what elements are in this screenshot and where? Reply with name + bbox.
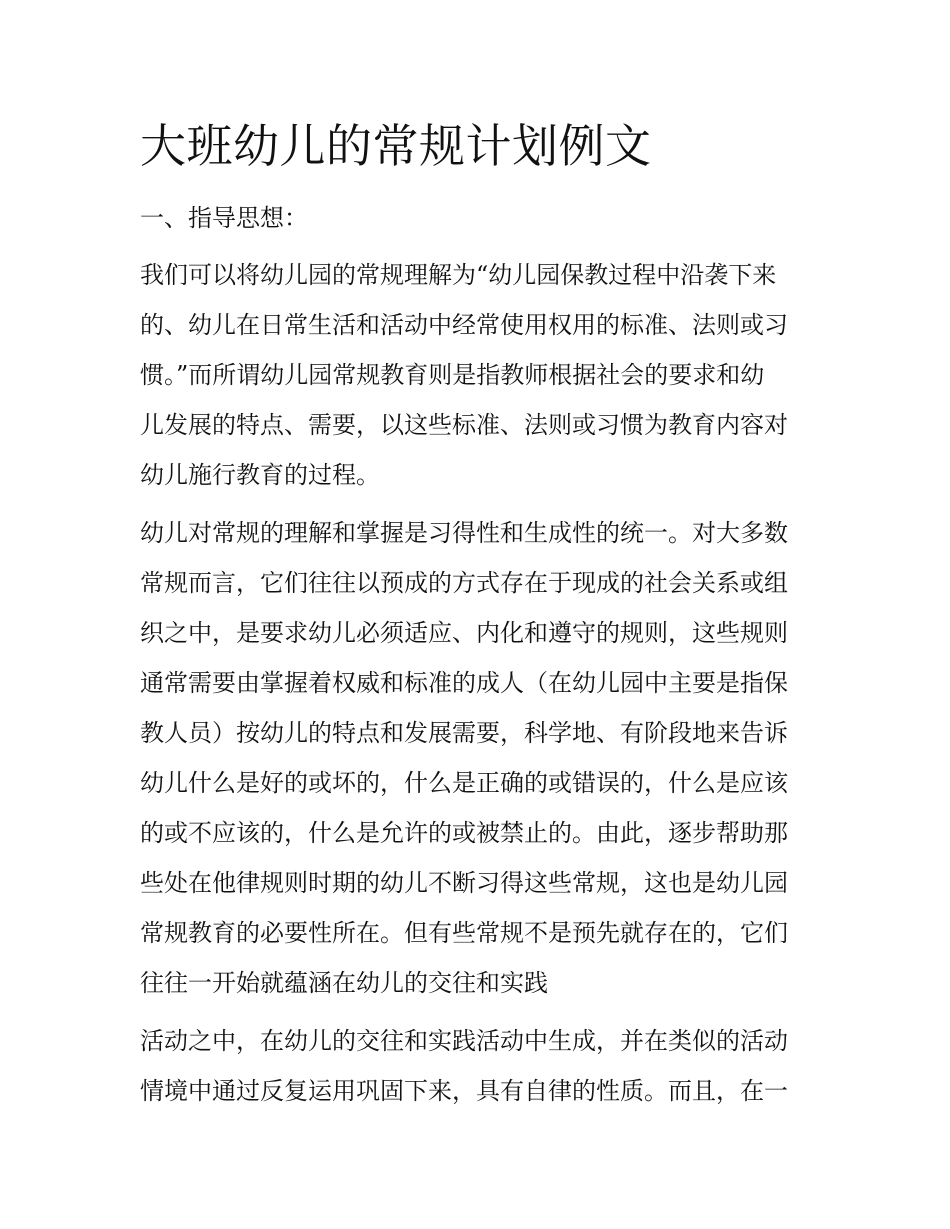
document-title: 大班幼儿的常规计划例文 xyxy=(140,119,652,173)
paragraph-line: 的或不应该的，什么是允许的或被禁止的。由此，逐步帮助那 xyxy=(140,819,788,847)
paragraph-line: 情境中通过反复运用巩固下来，具有自律的性质。而且，在一 xyxy=(140,1077,788,1105)
paragraph-line: 些处在他律规则时期的幼儿不断习得这些常规，这也是幼儿园 xyxy=(140,869,788,897)
paragraph-line: 常规而言，它们往往以预成的方式存在于现成的社会关系或组 xyxy=(140,569,788,597)
paragraph-line: 通常需要由掌握着权威和标准的成人（在幼儿园中主要是指保 xyxy=(140,669,788,697)
paragraph-line: 活动之中，在幼儿的交往和实践活动中生成，并在类似的活动 xyxy=(140,1027,788,1055)
paragraph-line: 幼儿施行教育的过程。 xyxy=(140,461,380,489)
paragraph-3 xyxy=(140,1016,820,1116)
paragraph-line: 幼儿什么是好的或坏的，什么是正确的或错误的，什么是应该 xyxy=(140,769,788,797)
paragraph-line: 常规教育的必要性所在。但有些常规不是预先就存在的，它们 xyxy=(140,919,788,947)
section-heading-guiding-ideology: 一、指导思想： xyxy=(140,204,308,232)
paragraph-line: 往往一开始就蕴涵在幼儿的交往和实践 xyxy=(140,969,548,997)
paragraph-line: 教人员）按幼儿的特点和发展需要，科学地、有阶段地来告诉 xyxy=(140,719,788,747)
paragraph-line: 织之中，是要求幼儿必须适应、内化和遵守的规则，这些规则 xyxy=(140,619,788,647)
paragraph-line: 儿发展的特点、需要，以这些标准、法则或习惯为教育内容对 xyxy=(140,411,788,439)
paragraph-2 xyxy=(140,508,820,1008)
document-body xyxy=(140,114,820,1116)
paragraph-line: 惯。”而所谓幼儿园常规教育则是指教师根据社会的要求和幼 xyxy=(140,361,765,389)
paragraph-line: 幼儿对常规的理解和掌握是习得性和生成性的统一。对大多数 xyxy=(140,519,788,547)
paragraph-line: 的、幼儿在日常生活和活动中经常使用权用的标准、法则或习 xyxy=(140,311,788,339)
paragraph-line: 我们可以将幼儿园的常规理解为“幼儿园保教过程中沿袭下来 xyxy=(140,261,777,289)
paragraph-1 xyxy=(140,250,820,500)
